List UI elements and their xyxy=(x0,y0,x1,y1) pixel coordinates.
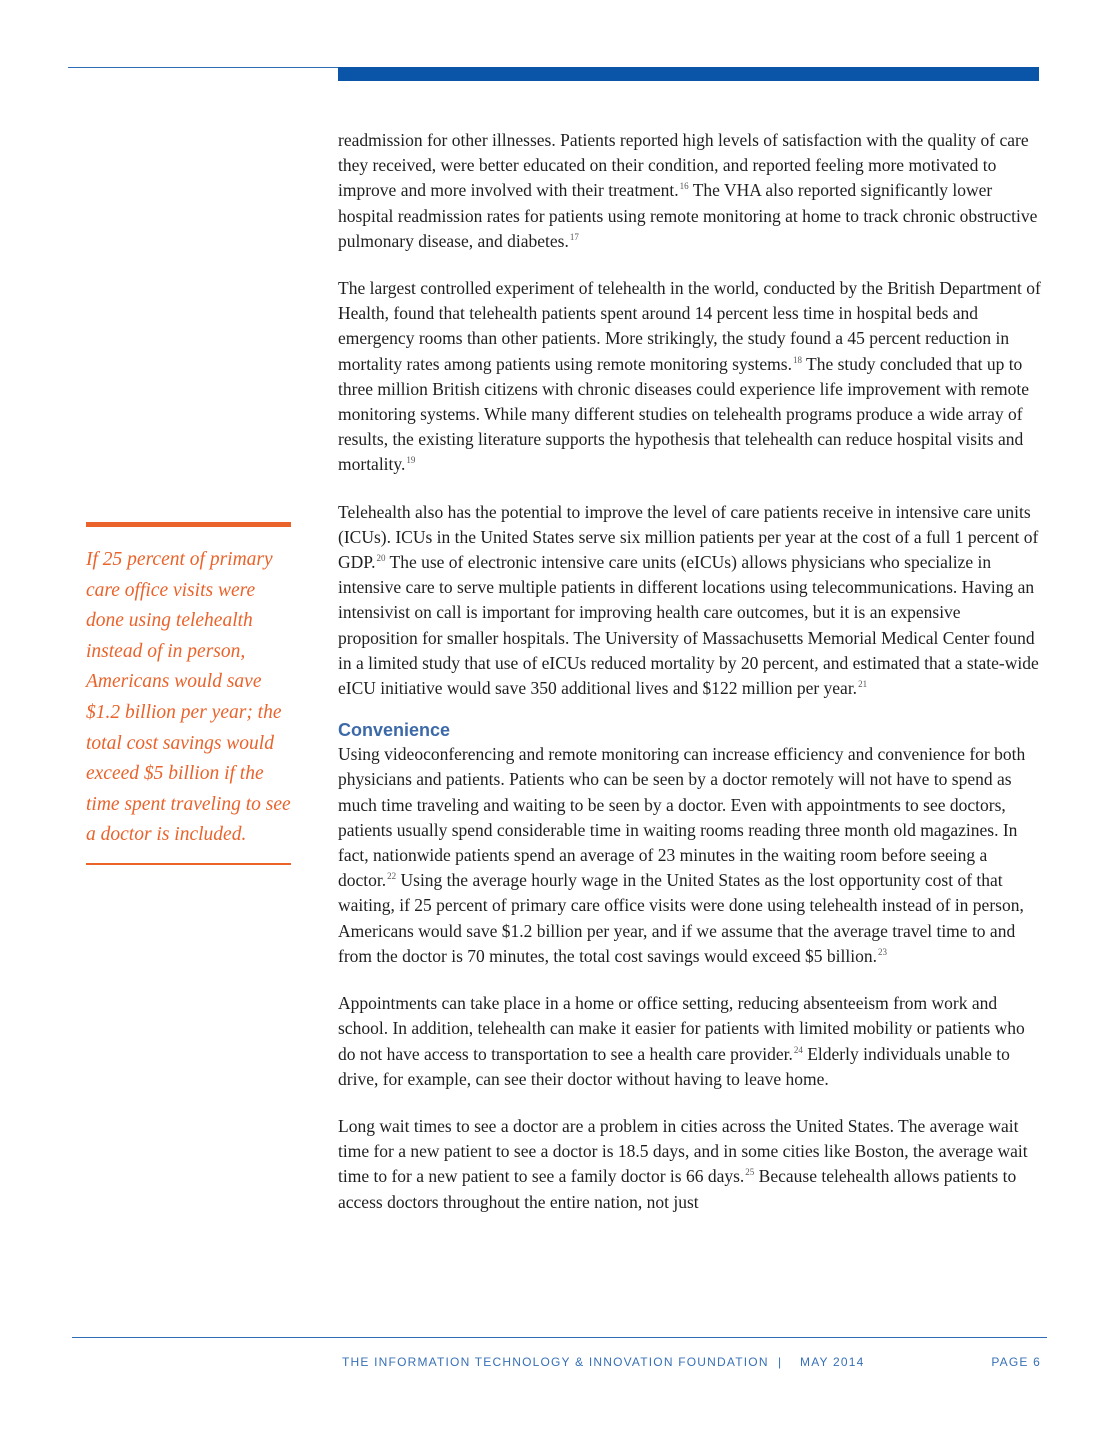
paragraph-5: Appointments can take place in a home or office setting, reducing absenteeism from work and school. In addition, telehealth can make it easier for patients with limited mobility or patients who do not have access to transportation to see a health care provider.$^{24}$ Elderly individuals unable to drive, for example, can see their doctor without having to leave home. xyxy=(338,993,1025,1089)
paragraph-6: Long wait times to see a doctor are a problem in cities across the United States. The average wait time for a new patient to see a doctor is 18.5 days, and in some cities like Boston, the average wait time to for a new patient to see a family doctor is 66 days.$^{25}$ Because telehealth allows patients to access doctors throughout the entire nation, not just xyxy=(338,1115,1028,1212)
paragraph-2: The largest controlled experiment of telehealth in the world, conducted by the British Department of Health, found that telehealth patients spent around 14 percent less time in hospital beds and emergency rooms than other patients. More strikingly, the study found a 45 percent reduction in mortality rates among patients using remote monitoring systems.$^{18}$ The study concluded that up to three million British citizens with chronic diseases could experience life improvement with remote monitoring systems. While many different studies on telehealth programs produce a wide array of results, the existing literature supports the hypothesis that telehealth can reduce hospital visits and mortality.$^{19}$ xyxy=(338,278,1041,475)
pull-quote-text: If 25 percent of primary care office visits were done using telehealth instead of in person, Americans would save $1.2 billion per year; the total cost savings would exceed $5 billion if the time spent traveling to see a doctor is included. xyxy=(86,549,291,846)
footnote-ref[interactable]: 23 xyxy=(878,946,888,957)
header-rule-thin xyxy=(68,67,338,68)
footnote-ref[interactable]: 17 xyxy=(569,231,579,242)
body-column xyxy=(338,128,1043,1237)
pull-quote xyxy=(86,522,291,865)
footer-separator: | xyxy=(778,1355,783,1369)
footer-page-number: PAGE 6 xyxy=(991,1355,1041,1369)
paragraph-1: readmission for other illnesses. Patients reported high levels of satisfaction with the quality of care they received, were better educated on their condition, and reported feeling more motivated to improve and more involved with their treatment.$^{16}$ The VHA also reported significantly lower hospital readmission rates for patients using remote monitoring at home to track chronic obstructive pulmonary disease, and diabetes.$^{17}$ xyxy=(338,130,1038,251)
footer-rule xyxy=(72,1337,1047,1338)
paragraph-4: Using videoconferencing and remote monitoring can increase efficiency and convenience for both physicians and patients. Patients who can be seen by a doctor remotely will not have to spend as much time traveling and waiting to be seen by a doctor. Even with appointments to see doctors, patients usually spend considerable time in waiting rooms reading three month old magazines. In fact, nationwide patients spend an average of 23 minutes in the waiting room before seeing a doctor.$^{22}$ Using the average hourly wage in the United States as the lost opportunity cost of that waiting, if 25 percent of primary care office visits were done using telehealth instead of in person, Americans would save $1.2 billion per year, and if we assume that the average travel time to and from the doctor is 70 minutes, the total cost savings would exceed $5 billion.$^{23}$ xyxy=(338,744,1026,966)
header-rule-bar xyxy=(338,67,1039,81)
footnote-ref[interactable]: 22 xyxy=(387,871,397,882)
section-heading-convenience: Convenience xyxy=(338,720,451,741)
footer-date: MAY 2014 xyxy=(800,1355,865,1369)
footnote-ref[interactable]: 21 xyxy=(858,679,868,690)
footnote-ref[interactable]: 24 xyxy=(793,1044,803,1055)
footnote-ref[interactable]: 18 xyxy=(792,354,802,365)
footer-organization: THE INFORMATION TECHNOLOGY & INNOVATION FOUNDATION xyxy=(342,1355,769,1369)
pull-quote-rule-bottom xyxy=(86,863,291,865)
paragraph-3: Telehealth also has the potential to improve the level of care patients receive in intensive care units (ICUs). ICUs in the United States serve six million patients per year at the cost of a full 1 percent of GDP.$^{20}$ The use of electronic intensive care units (eICUs) allows physicians who specialize in intensive care to serve multiple patients in different locations using telecommunications. Having an intensivist on call is important for improving health care outcomes, but it is an expensive proposition for smaller hospitals. The University of Massachusetts Memorial Medical Center found in a limited study that use of eICUs reduced mortality by 20 percent, and estimated that a state-wide eICU initiative would save 350 additional lives and $122 million per year.$^{21}$ xyxy=(338,501,1039,699)
footnote-ref[interactable]: 25 xyxy=(745,1167,755,1178)
footnote-ref[interactable]: 16 xyxy=(679,181,689,192)
footnote-ref[interactable]: 20 xyxy=(376,553,386,564)
footnote-ref[interactable]: 19 xyxy=(406,455,416,466)
